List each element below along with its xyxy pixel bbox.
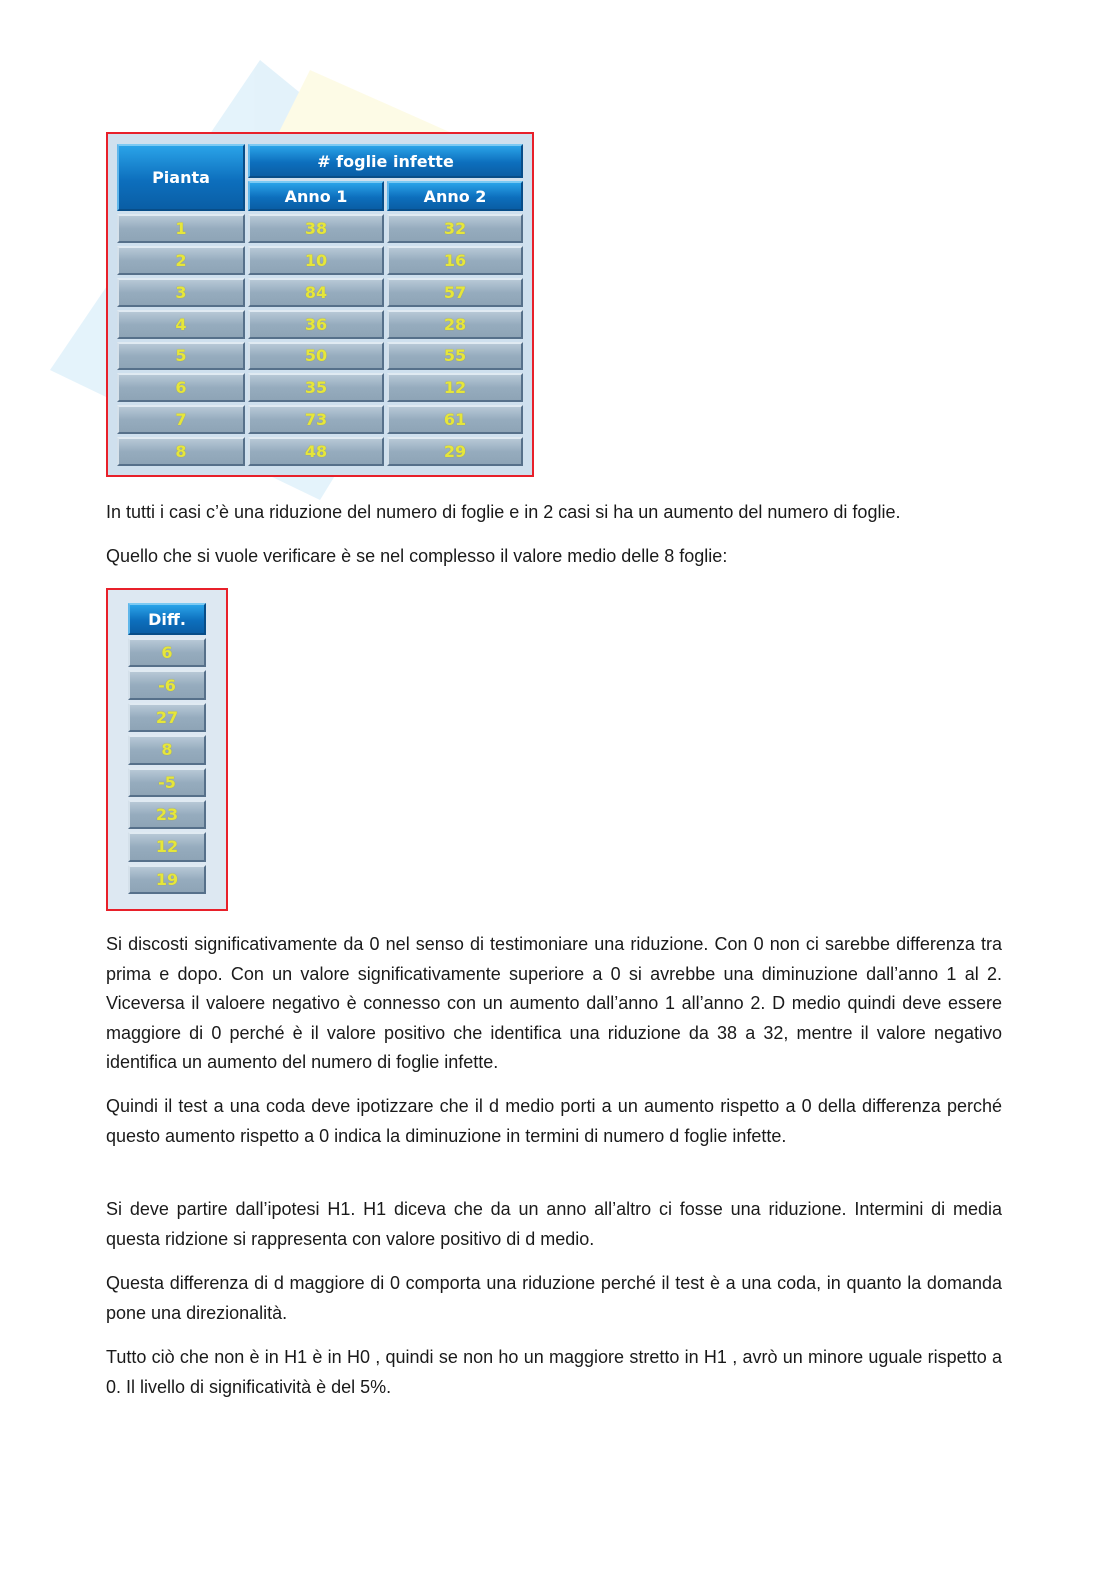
cell-pianta: 8 <box>117 437 245 466</box>
table-row <box>117 342 523 371</box>
cell-anno2: 55 <box>387 342 523 371</box>
cell-diff: 12 <box>128 832 206 861</box>
table-row <box>128 800 206 829</box>
cell-anno1: 38 <box>248 214 384 243</box>
paragraph-4: Quindi il test a una coda deve ipotizzare che il d medio porti a un aumento rispetto a 0 della differenza perché questo aumento rispetto a 0 indica la diminuzione in termini di numero d foglie infette. <box>106 1096 1002 1146</box>
cell-pianta: 3 <box>117 278 245 307</box>
cell-anno2: 28 <box>387 310 523 339</box>
cell-anno2: 32 <box>387 214 523 243</box>
cell-anno2: 57 <box>387 278 523 307</box>
table-row <box>128 768 206 797</box>
cell-anno1: 35 <box>248 373 384 402</box>
cell-diff: 8 <box>128 735 206 764</box>
cell-anno1: 10 <box>248 246 384 275</box>
table-foglie-infette-figure <box>106 132 534 477</box>
cell-pianta: 1 <box>117 214 245 243</box>
table-row <box>117 246 523 275</box>
cell-diff: 27 <box>128 703 206 732</box>
cell-pianta: 2 <box>117 246 245 275</box>
cell-diff: -5 <box>128 768 206 797</box>
cell-pianta: 5 <box>117 342 245 371</box>
cell-pianta: 6 <box>117 373 245 402</box>
paragraph-7: Tutto ciò che non è in H1 è in H0 , quindi se non ho un maggiore stretto in H1 , avrò un minore uguale rispetto a 0. Il livello di significatività è del 5%. <box>106 1347 1002 1397</box>
table-diff <box>125 600 209 897</box>
header-anno-2: Anno 2 <box>387 181 523 211</box>
table-row <box>117 405 523 434</box>
table-foglie-infette <box>114 141 526 469</box>
cell-diff: 6 <box>128 638 206 667</box>
cell-anno1: 84 <box>248 278 384 307</box>
table-row <box>117 214 523 243</box>
header-pianta: Pianta <box>117 144 245 211</box>
table-row <box>128 670 206 699</box>
cell-anno1: 36 <box>248 310 384 339</box>
table-row <box>128 703 206 732</box>
paragraph-6: Questa differenza di d maggiore di 0 comporta una riduzione perché il test è a una coda, in quanto la domanda pone una direzionalità. <box>106 1273 1002 1323</box>
table-row <box>117 437 523 466</box>
paragraph-3: Si discosti significativamente da 0 nel senso di testimoniare una riduzione. Con 0 non ci sarebbe differenza tra prima e dopo. Con un valore significativamente superiore a 0 si avrebbe una diminuzione dall’anno 1 al 2. Viceversa il valoere negativo è connesso con un aumento dall’anno 1 all’anno 2. D medio quindi deve essere maggiore di 0 perché è il valore positivo che identifica una riduzione da 38 a 32, mentre il valore negativo identifica un aumento del numero di foglie infette. <box>106 934 1002 1072</box>
cell-diff: 19 <box>128 865 206 894</box>
cell-pianta: 4 <box>117 310 245 339</box>
table-row <box>128 638 206 667</box>
table-row <box>128 832 206 861</box>
paragraph-1: In tutti i casi c’è una riduzione del numero di foglie e in 2 casi si ha un aumento del numero di foglie. <box>106 502 901 522</box>
header-anno-1: Anno 1 <box>248 181 384 211</box>
paragraph-2: Quello che si vuole verificare è se nel complesso il valore medio delle 8 foglie: <box>106 546 728 566</box>
cell-anno2: 16 <box>387 246 523 275</box>
cell-anno1: 48 <box>248 437 384 466</box>
table-diff-figure <box>106 588 228 911</box>
cell-anno1: 73 <box>248 405 384 434</box>
cell-diff: 23 <box>128 800 206 829</box>
cell-anno1: 50 <box>248 342 384 371</box>
table-row <box>117 373 523 402</box>
cell-diff: -6 <box>128 670 206 699</box>
cell-anno2: 61 <box>387 405 523 434</box>
header-foglie-infette: # foglie infette <box>248 144 523 178</box>
table-row <box>128 865 206 894</box>
paragraph-5: Si deve partire dall’ipotesi H1. H1 diceva che da un anno all’altro ci fosse una riduzione. Intermini di media questa ridzione si rappresenta con valore positivo di d medio. <box>106 1199 1002 1249</box>
table-row <box>128 735 206 764</box>
header-diff: Diff. <box>128 603 206 635</box>
cell-anno2: 12 <box>387 373 523 402</box>
table-row <box>117 278 523 307</box>
cell-pianta: 7 <box>117 405 245 434</box>
table-row <box>117 310 523 339</box>
cell-anno2: 29 <box>387 437 523 466</box>
